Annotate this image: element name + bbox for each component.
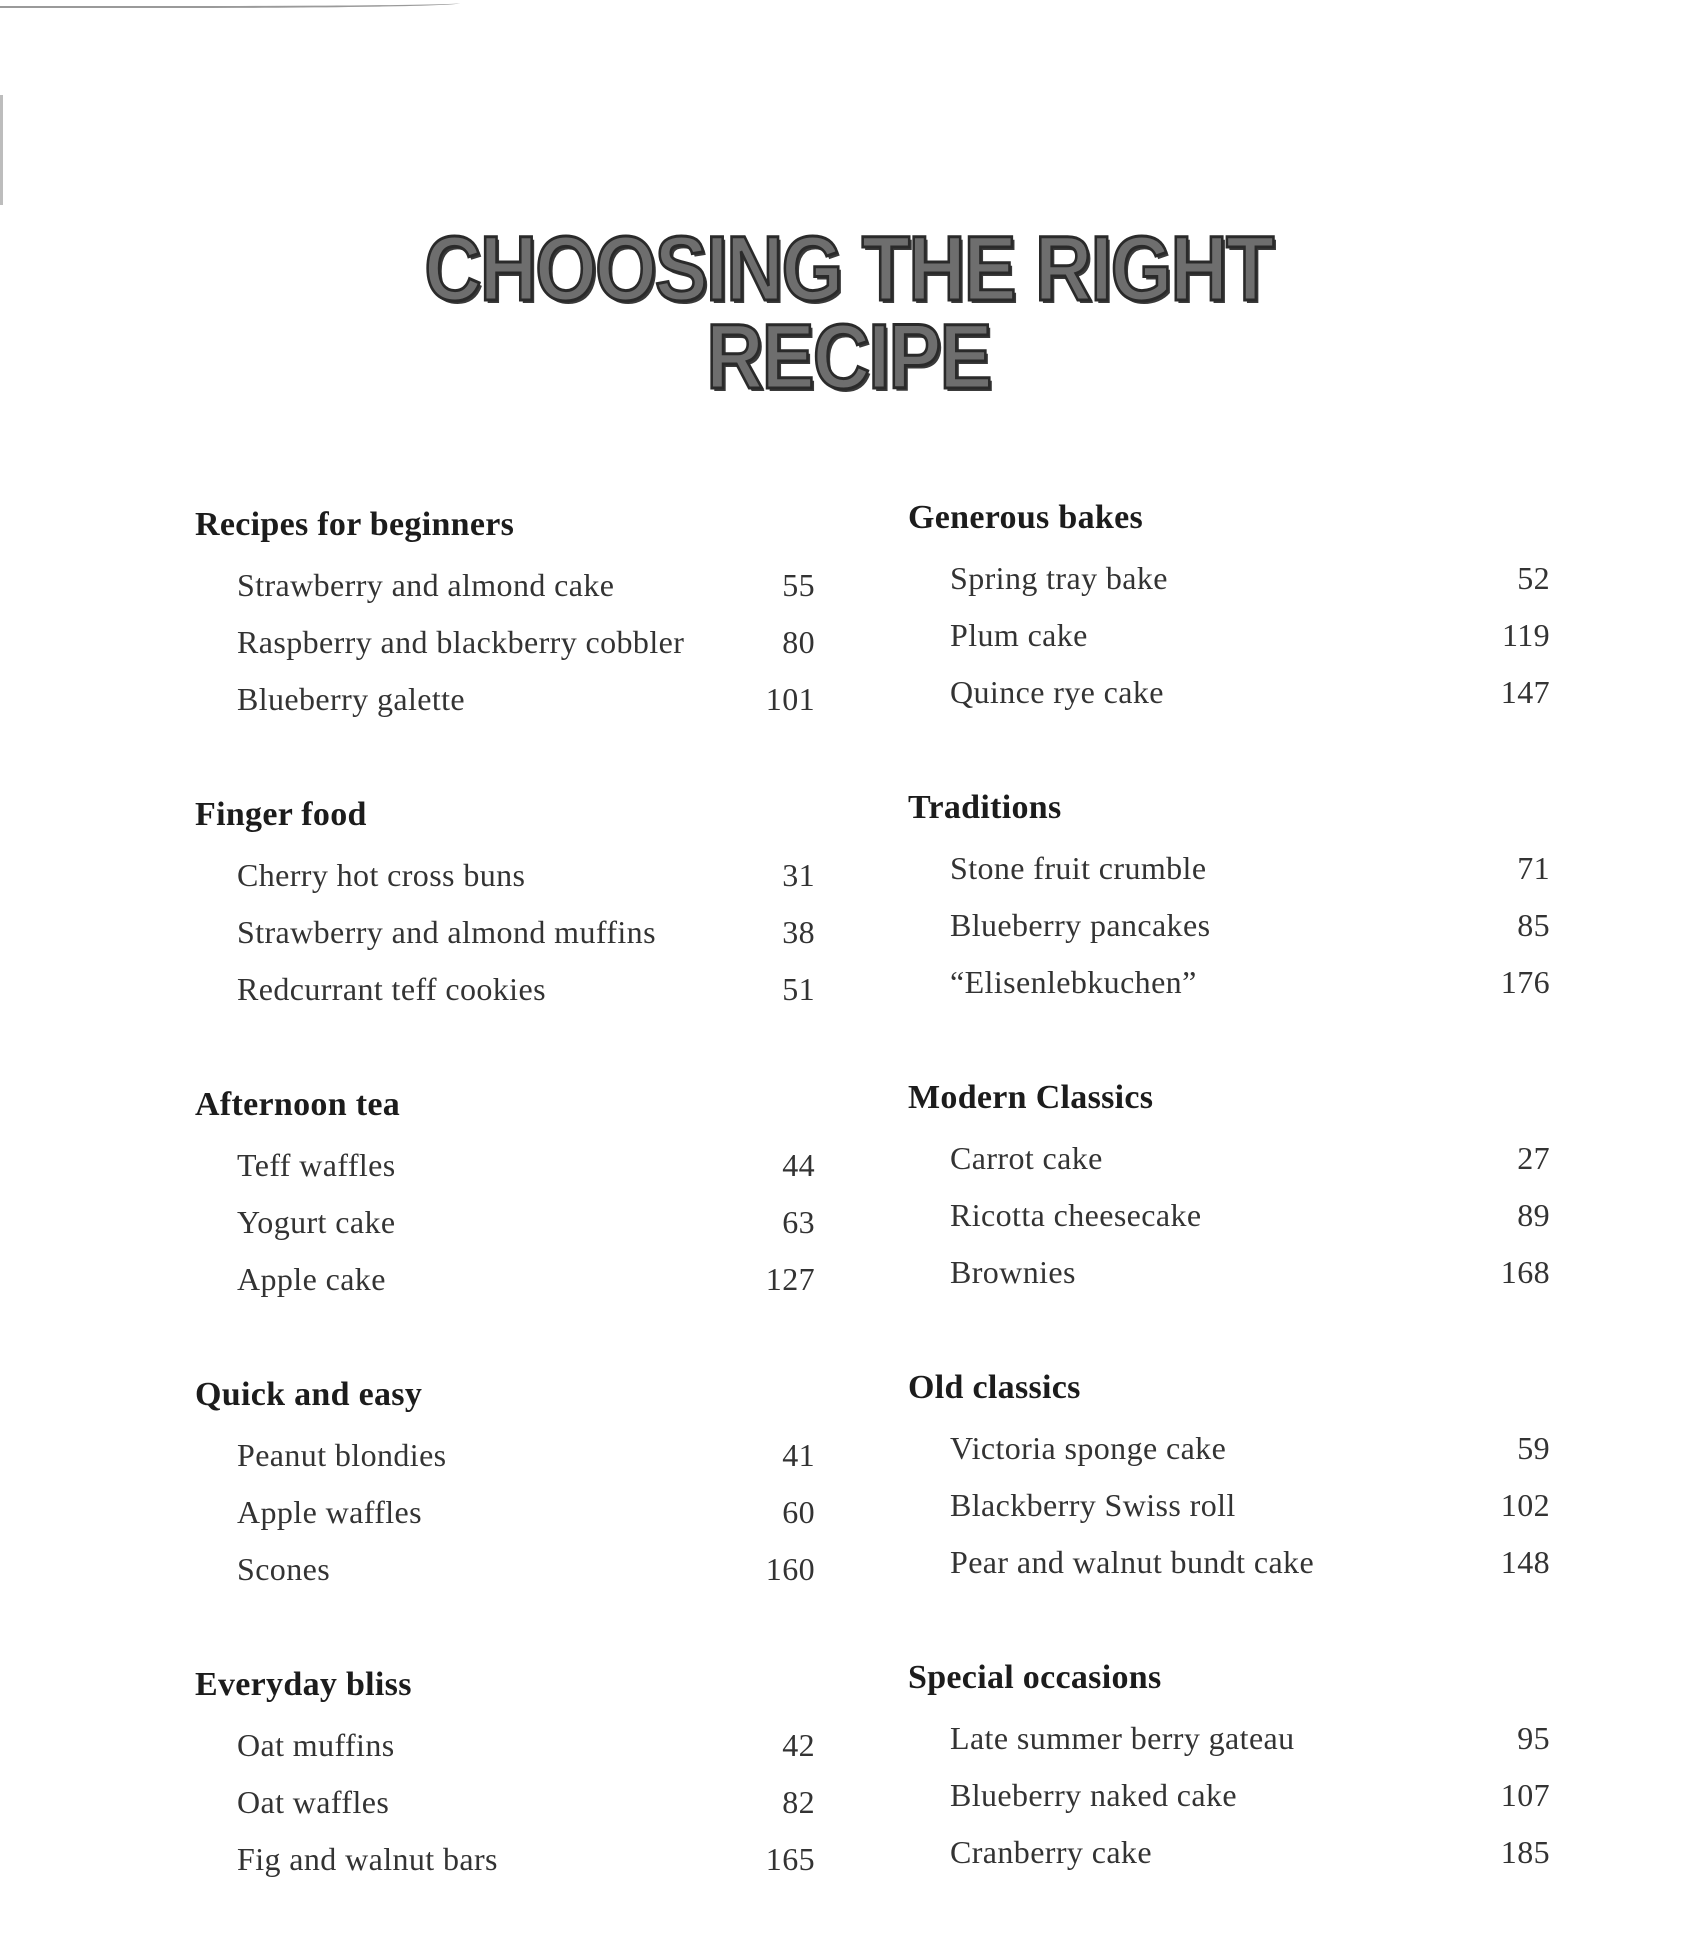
recipe-name: Teff waffles <box>237 1147 396 1183</box>
recipe-entry <box>908 607 1550 664</box>
page-title <box>119 218 1578 408</box>
page-number: 44 <box>782 1147 815 1183</box>
page-title-line-1: CHOOSING THE RIGHT <box>424 218 1273 320</box>
recipe-name: Blueberry naked cake <box>950 1777 1237 1813</box>
recipe-entry <box>908 840 1550 897</box>
recipe-name: Yogurt cake <box>237 1204 396 1240</box>
recipe-name: Oat muffins <box>237 1727 395 1763</box>
recipe-name: Quince rye cake <box>950 674 1164 710</box>
page-number: 165 <box>765 1841 815 1877</box>
recipe-entry <box>908 954 1550 1011</box>
page-corner-shadow <box>0 0 460 8</box>
section-old-classics <box>908 1368 1548 1658</box>
section-heading: Finger food <box>195 796 367 833</box>
page-number: 59 <box>1517 1430 1550 1466</box>
recipe-entry <box>195 961 815 1018</box>
recipe-name: Oat waffles <box>237 1784 390 1820</box>
recipe-name: Blackberry Swiss roll <box>950 1487 1236 1523</box>
page-number: 89 <box>1517 1197 1550 1233</box>
recipe-name: Redcurrant teff cookies <box>237 971 546 1007</box>
recipe-name: Cherry hot cross buns <box>237 857 526 893</box>
recipe-entry <box>195 1774 815 1831</box>
recipe-entry <box>195 1137 815 1194</box>
recipe-entry <box>908 1710 1550 1767</box>
recipe-name: Scones <box>237 1551 331 1587</box>
recipe-entry <box>195 1831 815 1888</box>
recipe-name: Ricotta cheesecake <box>950 1197 1202 1233</box>
recipe-name: Stone fruit crumble <box>950 850 1207 886</box>
page-number: 119 <box>1501 617 1550 653</box>
page-number: 52 <box>1517 560 1550 596</box>
recipe-entry <box>195 1427 815 1484</box>
recipe-name: Plum cake <box>950 617 1088 653</box>
recipe-name: Spring tray bake <box>950 560 1168 596</box>
recipe-name: Apple waffles <box>237 1494 422 1530</box>
recipe-name: Strawberry and almond cake <box>237 567 615 603</box>
recipe-entry <box>908 550 1550 607</box>
recipe-entry <box>195 1251 815 1308</box>
section-everyday-bliss <box>195 1665 835 1955</box>
page-number: 185 <box>1500 1834 1550 1870</box>
page-number: 60 <box>782 1494 815 1530</box>
section-heading: Old classics <box>908 1369 1081 1406</box>
section-heading: Generous bakes <box>908 499 1143 536</box>
recipe-name: Peanut blondies <box>237 1437 447 1473</box>
recipe-name: “Elisenlebkuchen” <box>950 964 1197 1000</box>
page-number: 42 <box>782 1727 815 1763</box>
section-heading: Modern Classics <box>908 1079 1154 1116</box>
recipe-name: Apple cake <box>237 1261 386 1297</box>
page-number: 160 <box>765 1551 815 1587</box>
recipe-entry <box>908 1420 1550 1477</box>
recipe-entry <box>195 1541 815 1598</box>
recipe-entry <box>195 1194 815 1251</box>
recipe-entry <box>908 664 1550 721</box>
page-edge-shadow <box>0 95 3 205</box>
page-number: 85 <box>1517 907 1550 943</box>
page-number: 63 <box>782 1204 815 1240</box>
section-heading: Quick and easy <box>195 1376 423 1413</box>
recipe-name: Brownies <box>950 1254 1076 1290</box>
recipe-name: Fig and walnut bars <box>237 1841 498 1877</box>
recipe-entry <box>195 557 815 614</box>
right-column <box>908 498 1548 1948</box>
recipe-entry <box>908 1534 1550 1591</box>
recipe-name: Blueberry pancakes <box>950 907 1211 943</box>
recipe-entry <box>908 1244 1550 1301</box>
recipe-entry <box>908 897 1550 954</box>
section-heading: Recipes for beginners <box>195 506 515 543</box>
page-number: 148 <box>1500 1544 1550 1580</box>
recipe-name: Carrot cake <box>950 1140 1103 1176</box>
recipe-name: Strawberry and almond muffins <box>237 914 656 950</box>
page-number: 51 <box>782 971 815 1007</box>
section-heading: Special occasions <box>908 1659 1162 1696</box>
section-heading: Traditions <box>908 789 1062 826</box>
page-number: 168 <box>1500 1254 1550 1290</box>
recipe-name: Blueberry galette <box>237 681 466 717</box>
page-number: 31 <box>782 857 815 893</box>
recipe-entry <box>908 1477 1550 1534</box>
left-column <box>195 505 835 1955</box>
page-number: 101 <box>765 681 815 717</box>
recipe-entry <box>908 1824 1550 1881</box>
recipe-entry <box>908 1767 1550 1824</box>
section-heading: Everyday bliss <box>195 1666 412 1703</box>
page-title-line-2: RECIPE <box>706 306 991 408</box>
recipe-entry <box>195 614 815 671</box>
recipe-name: Late summer berry gateau <box>950 1720 1295 1756</box>
section-afternoon-tea <box>195 1085 835 1375</box>
page-number: 176 <box>1500 964 1550 1000</box>
recipe-entry <box>908 1187 1550 1244</box>
recipe-name: Cranberry cake <box>950 1834 1152 1870</box>
page-number: 127 <box>765 1261 815 1297</box>
page-number: 27 <box>1517 1140 1550 1176</box>
recipe-name: Victoria sponge cake <box>950 1430 1227 1466</box>
page-number: 95 <box>1517 1720 1550 1756</box>
recipe-entry <box>195 1484 815 1541</box>
section-traditions <box>908 788 1548 1078</box>
section-heading: Afternoon tea <box>195 1086 401 1123</box>
page-number: 80 <box>782 624 815 660</box>
page-number: 147 <box>1500 674 1550 710</box>
section-modern-classics <box>908 1078 1548 1368</box>
section-quick-and-easy <box>195 1375 835 1665</box>
page-number: 71 <box>1517 850 1550 886</box>
page-number: 55 <box>782 567 815 603</box>
recipe-entry <box>195 904 815 961</box>
page-number: 102 <box>1500 1487 1550 1523</box>
recipe-name: Raspberry and blackberry cobbler <box>237 624 685 660</box>
section-finger-food <box>195 795 835 1085</box>
section-generous-bakes <box>908 498 1548 788</box>
recipe-name: Pear and walnut bundt cake <box>950 1544 1315 1580</box>
recipe-entry <box>195 671 815 728</box>
page-number: 82 <box>782 1784 815 1820</box>
page-number: 41 <box>782 1437 815 1473</box>
section-special-occasions <box>908 1658 1548 1948</box>
recipe-entry <box>195 847 815 904</box>
recipe-entry <box>908 1130 1550 1187</box>
section-recipes-for-beginners <box>195 505 835 795</box>
recipe-entry <box>195 1717 815 1774</box>
page-number: 107 <box>1500 1777 1550 1813</box>
page-number: 38 <box>782 914 815 950</box>
